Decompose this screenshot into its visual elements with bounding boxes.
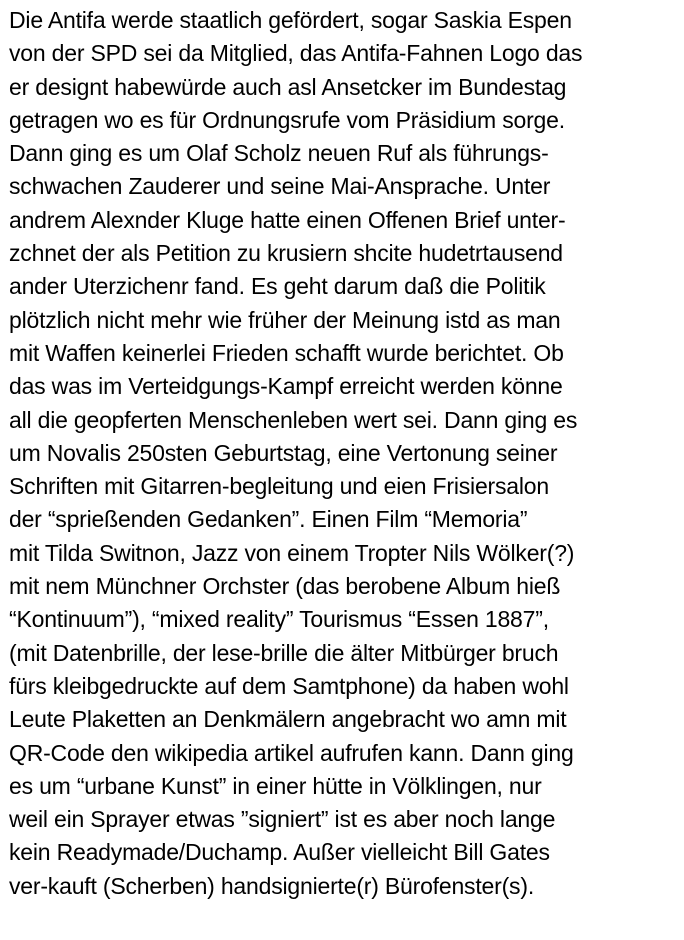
text-line: er designt habewürde auch asl Ansetcker im Bundestag [9, 73, 567, 100]
text-line: fürs kleibgedruckte auf dem Samtphone) da haben wohl [9, 672, 569, 699]
text-line: mit Waffen keinerlei Frieden schafft wurde berichtet. Ob [9, 339, 564, 366]
text-line: weil ein Sprayer etwas ”signiert” ist es aber noch lange [9, 806, 556, 833]
text-line: ander Uterzichenr fand. Es geht darum daß die Politik [9, 273, 546, 300]
text-line: Schriften mit Gitarren-begleitung und eien Frisiersalon [9, 473, 549, 500]
text-line: um Novalis 250sten Geburtstag, eine Vertonung seiner [9, 439, 558, 466]
text-line: schwachen Zauderer und seine Mai-Ansprache. Unter [9, 173, 551, 200]
text-line: getragen wo es für Ordnungsrufe vom Präsidium sorge. [9, 106, 565, 133]
text-line: zchnet der als Petition zu krusiern shcite hudetrtausend [9, 240, 563, 267]
text-line: Dann ging es um Olaf Scholz neuen Ruf als führungs- [9, 140, 549, 167]
text-line: QR-Code den wikipedia artikel aufrufen kann. Dann ging [9, 739, 574, 766]
text-line: der “sprießenden Gedanken”. Einen Film “Memoria” [9, 506, 528, 533]
text-line: Die Antifa werde staatlich gefördert, sogar Saskia Espen [9, 7, 572, 33]
text-line: von der SPD sei da Mitglied, das Antifa-Fahnen Logo das [9, 40, 583, 67]
text-line: all die geopferten Menschenleben wert sei. Dann ging es [9, 406, 578, 433]
text-line: es um “urbane Kunst” in einer hütte in Völklingen, nur [9, 772, 542, 799]
text-line: kein Readymade/Duchamp. Außer vielleicht Bill Gates [9, 839, 550, 866]
text-line: plötzlich nicht mehr wie früher der Meinung istd as man [9, 306, 561, 333]
text-line: andrem Alexnder Kluge hatte einen Offenen Brief unter- [9, 206, 566, 233]
text-line: mit Tilda Switnon, Jazz von einem Tropter Nils Wölker(?) [9, 539, 575, 566]
text-line: ver-kauft (Scherben) handsignierte(r) Bürofenster(s). [9, 872, 535, 899]
text-line: das was im Verteidgungs-Kampf erreicht werden könne [9, 373, 563, 400]
text-line: mit nem Münchner Orchster (das berobene Album hieß [9, 573, 561, 600]
body-text [9, 4, 681, 903]
text-line: “Kontinuum”), “mixed reality” Tourismus “Essen 1887”, [9, 606, 549, 633]
text-line: (mit Datenbrille, der lese-brille die älter Mitbürger bruch [9, 639, 559, 666]
text-line: Leute Plaketten an Denkmälern angebracht wo amn mit [9, 706, 567, 733]
